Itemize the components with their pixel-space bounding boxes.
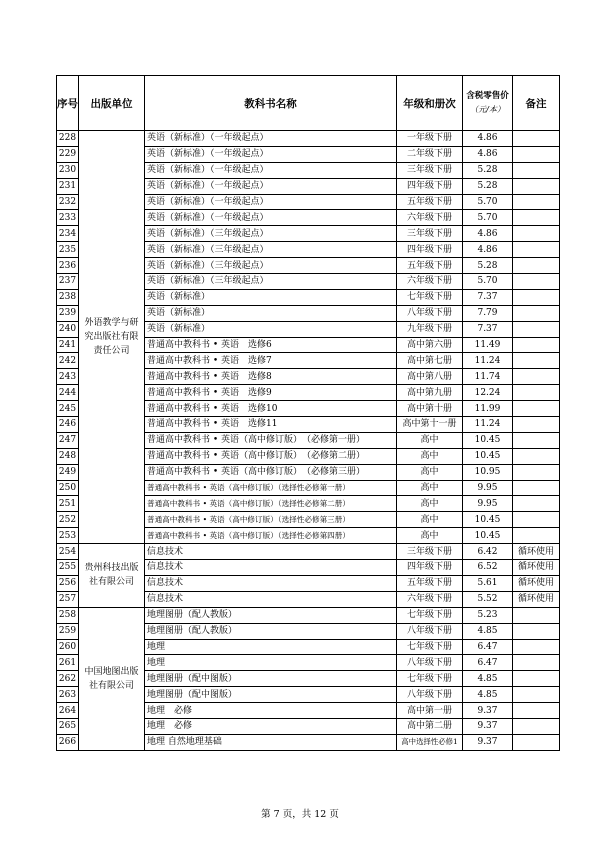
grade-volume: 高中	[397, 528, 463, 544]
grade-volume: 五年级下册	[397, 258, 463, 274]
row-number: 231	[57, 178, 79, 194]
book-name: 地理图册（配人教版）	[145, 607, 397, 623]
row-number: 228	[57, 131, 79, 147]
retail-price: 4.85	[463, 687, 513, 703]
note-cell	[513, 687, 560, 703]
header-no: 序号	[57, 76, 79, 131]
grade-volume: 高中	[397, 464, 463, 480]
note-cell	[513, 607, 560, 623]
note-cell	[513, 623, 560, 639]
header-price-label: 含税零售价	[466, 91, 509, 101]
grade-volume: 高中第十一册	[397, 417, 463, 433]
book-name: 普通高中教科书 • 英语 选修6	[145, 337, 397, 353]
book-name: 英语（新标准）（三年级起点）	[145, 242, 397, 258]
grade-volume: 高中	[397, 432, 463, 448]
book-name: 普通高中教科书 • 英语 选修10	[145, 401, 397, 417]
row-number: 229	[57, 146, 79, 162]
retail-price: 4.86	[463, 226, 513, 242]
row-number: 242	[57, 353, 79, 369]
retail-price: 9.37	[463, 718, 513, 734]
book-name: 普通高中教科书 • 英语 选修7	[145, 353, 397, 369]
retail-price: 10.45	[463, 528, 513, 544]
retail-price: 10.45	[463, 512, 513, 528]
row-number: 250	[57, 480, 79, 496]
row-number: 248	[57, 448, 79, 464]
book-name: 普通高中教科书 • 英语（高中修订版） （必修第一册）	[145, 432, 397, 448]
note-cell	[513, 242, 560, 258]
row-number: 252	[57, 512, 79, 528]
note-cell: 循环使用	[513, 544, 560, 560]
row-number: 258	[57, 607, 79, 623]
note-cell	[513, 369, 560, 385]
retail-price: 4.86	[463, 131, 513, 147]
row-number: 260	[57, 639, 79, 655]
book-name: 地理	[145, 639, 397, 655]
row-number: 263	[57, 687, 79, 703]
grade-volume: 高中第七册	[397, 353, 463, 369]
row-number: 245	[57, 401, 79, 417]
note-cell	[513, 194, 560, 210]
note-cell: 循环使用	[513, 560, 560, 576]
grade-volume: 三年级下册	[397, 226, 463, 242]
book-name: 普通高中教科书 • 英语 选修8	[145, 369, 397, 385]
book-name: 地理 必修	[145, 718, 397, 734]
book-name: 英语（新标准）（一年级起点）	[145, 210, 397, 226]
book-name: 地理 自然地理基础	[145, 734, 397, 750]
note-cell	[513, 480, 560, 496]
note-cell	[513, 718, 560, 734]
retail-price: 5.28	[463, 258, 513, 274]
retail-price: 4.86	[463, 146, 513, 162]
row-number: 253	[57, 528, 79, 544]
book-name: 普通高中教科书 • 英语 选修9	[145, 385, 397, 401]
row-number: 255	[57, 560, 79, 576]
book-name: 英语（新标准）	[145, 305, 397, 321]
grade-volume: 八年级下册	[397, 655, 463, 671]
grade-volume: 七年级下册	[397, 639, 463, 655]
book-name: 信息技术	[145, 560, 397, 576]
table-header-row	[57, 76, 560, 131]
book-name: 英语（新标准）（三年级起点）	[145, 226, 397, 242]
row-number: 261	[57, 655, 79, 671]
grade-volume: 高中选择性必修1	[397, 734, 463, 750]
book-name: 地理图册（配中图版）	[145, 687, 397, 703]
grade-volume: 八年级下册	[397, 623, 463, 639]
row-number: 256	[57, 575, 79, 591]
retail-price: 5.52	[463, 591, 513, 607]
textbook-price-table	[56, 75, 560, 751]
note-cell	[513, 734, 560, 750]
retail-price: 5.70	[463, 210, 513, 226]
retail-price: 5.70	[463, 194, 513, 210]
grade-volume: 二年级下册	[397, 146, 463, 162]
note-cell	[513, 305, 560, 321]
row-number: 244	[57, 385, 79, 401]
note-cell	[513, 178, 560, 194]
retail-price: 10.45	[463, 448, 513, 464]
retail-price: 11.24	[463, 353, 513, 369]
book-name: 英语（新标准）（一年级起点）	[145, 162, 397, 178]
book-name: 普通高中教科书 • 英语（高中修订版）（选择性必修第三册）	[145, 512, 397, 528]
retail-price: 11.74	[463, 369, 513, 385]
retail-price: 10.45	[463, 432, 513, 448]
retail-price: 11.49	[463, 337, 513, 353]
retail-price: 6.52	[463, 560, 513, 576]
grade-volume: 八年级下册	[397, 687, 463, 703]
retail-price: 4.85	[463, 623, 513, 639]
row-number: 249	[57, 464, 79, 480]
grade-volume: 三年级下册	[397, 544, 463, 560]
note-cell	[513, 703, 560, 719]
table-row	[57, 131, 560, 147]
book-name: 英语（新标准）（一年级起点）	[145, 194, 397, 210]
header-grade: 年级和册次	[397, 76, 463, 131]
note-cell: 循环使用	[513, 575, 560, 591]
retail-price: 7.37	[463, 289, 513, 305]
note-cell	[513, 528, 560, 544]
grade-volume: 八年级下册	[397, 305, 463, 321]
note-cell	[513, 639, 560, 655]
note-cell	[513, 210, 560, 226]
grade-volume: 六年级下册	[397, 210, 463, 226]
note-cell	[513, 385, 560, 401]
book-name: 普通高中教科书 • 英语（高中修订版）（选择性必修第四册）	[145, 528, 397, 544]
retail-price: 9.95	[463, 496, 513, 512]
note-cell	[513, 353, 560, 369]
book-name: 普通高中教科书 • 英语（高中修订版）（选择性必修第二册）	[145, 496, 397, 512]
grade-volume: 高中第八册	[397, 369, 463, 385]
row-number: 237	[57, 274, 79, 290]
grade-volume: 三年级下册	[397, 162, 463, 178]
grade-volume: 四年级下册	[397, 560, 463, 576]
row-number: 264	[57, 703, 79, 719]
grade-volume: 四年级下册	[397, 242, 463, 258]
note-cell	[513, 289, 560, 305]
row-number: 254	[57, 544, 79, 560]
book-name: 信息技术	[145, 591, 397, 607]
note-cell	[513, 512, 560, 528]
grade-volume: 一年级下册	[397, 131, 463, 147]
grade-volume: 五年级下册	[397, 575, 463, 591]
retail-price: 5.61	[463, 575, 513, 591]
note-cell	[513, 162, 560, 178]
note-cell	[513, 401, 560, 417]
row-number: 257	[57, 591, 79, 607]
row-number: 246	[57, 417, 79, 433]
grade-volume: 七年级下册	[397, 289, 463, 305]
retail-price: 5.28	[463, 162, 513, 178]
grade-volume: 高中第六册	[397, 337, 463, 353]
retail-price: 6.47	[463, 639, 513, 655]
row-number: 240	[57, 321, 79, 337]
row-number: 262	[57, 671, 79, 687]
retail-price: 5.28	[463, 178, 513, 194]
table-row	[57, 544, 560, 560]
book-name: 英语（新标准）	[145, 321, 397, 337]
retail-price: 4.86	[463, 242, 513, 258]
grade-volume: 四年级下册	[397, 178, 463, 194]
row-number: 247	[57, 432, 79, 448]
note-cell	[513, 655, 560, 671]
row-number: 235	[57, 242, 79, 258]
grade-volume: 高中	[397, 480, 463, 496]
note-cell	[513, 464, 560, 480]
grade-volume: 高中	[397, 512, 463, 528]
note-cell	[513, 146, 560, 162]
header-price-unit: （元/本）	[470, 105, 505, 114]
table-row	[57, 607, 560, 623]
retail-price: 7.37	[463, 321, 513, 337]
book-name: 地理 必修	[145, 703, 397, 719]
row-number: 234	[57, 226, 79, 242]
book-name: 英语（新标准）（三年级起点）	[145, 258, 397, 274]
note-cell	[513, 417, 560, 433]
header-publisher: 出版单位	[79, 76, 145, 131]
row-number: 266	[57, 734, 79, 750]
retail-price: 9.37	[463, 734, 513, 750]
publisher-cell: 贵州科技出版社有限公司	[79, 544, 145, 608]
retail-price: 4.85	[463, 671, 513, 687]
book-name: 普通高中教科书 • 英语（高中修订版） （必修第二册）	[145, 448, 397, 464]
book-name: 普通高中教科书 • 英语（高中修订版）（选择性必修第一册）	[145, 480, 397, 496]
table-body	[57, 131, 560, 751]
grade-volume: 七年级下册	[397, 607, 463, 623]
note-cell	[513, 432, 560, 448]
grade-volume: 九年级下册	[397, 321, 463, 337]
note-cell	[513, 671, 560, 687]
retail-price: 11.24	[463, 417, 513, 433]
header-book-name: 教科书名称	[145, 76, 397, 131]
note-cell: 循环使用	[513, 591, 560, 607]
book-name: 英语（新标准）	[145, 289, 397, 305]
grade-volume: 高中	[397, 496, 463, 512]
grade-volume: 高中第九册	[397, 385, 463, 401]
book-name: 普通高中教科书 • 英语 选修11	[145, 417, 397, 433]
grade-volume: 高中第二册	[397, 718, 463, 734]
publisher-cell: 外语教学与研究出版社有限责任公司	[79, 131, 145, 544]
row-number: 243	[57, 369, 79, 385]
retail-price: 5.23	[463, 607, 513, 623]
header-note: 备注	[513, 76, 560, 131]
grade-volume: 高中第十册	[397, 401, 463, 417]
retail-price: 11.99	[463, 401, 513, 417]
retail-price: 6.42	[463, 544, 513, 560]
retail-price: 6.47	[463, 655, 513, 671]
note-cell	[513, 131, 560, 147]
retail-price: 7.79	[463, 305, 513, 321]
book-name: 英语（新标准）（一年级起点）	[145, 146, 397, 162]
book-name: 地理图册（配中图版）	[145, 671, 397, 687]
grade-volume: 六年级下册	[397, 274, 463, 290]
book-name: 普通高中教科书 • 英语（高中修订版） （必修第三册）	[145, 464, 397, 480]
book-name: 英语（新标准）（三年级起点）	[145, 274, 397, 290]
retail-price: 12.24	[463, 385, 513, 401]
book-name: 英语（新标准）（一年级起点）	[145, 178, 397, 194]
retail-price: 10.95	[463, 464, 513, 480]
row-number: 236	[57, 258, 79, 274]
note-cell	[513, 321, 560, 337]
retail-price: 9.37	[463, 703, 513, 719]
note-cell	[513, 448, 560, 464]
grade-volume: 高中第一册	[397, 703, 463, 719]
publisher-cell: 中国地图出版社有限公司	[79, 607, 145, 750]
row-number: 241	[57, 337, 79, 353]
book-name: 信息技术	[145, 544, 397, 560]
grade-volume: 七年级下册	[397, 671, 463, 687]
row-number: 265	[57, 718, 79, 734]
page-footer: 第 7 页，共 12 页	[261, 809, 339, 820]
retail-price: 5.70	[463, 274, 513, 290]
note-cell	[513, 337, 560, 353]
note-cell	[513, 496, 560, 512]
book-name: 信息技术	[145, 575, 397, 591]
header-price	[463, 76, 513, 131]
row-number: 238	[57, 289, 79, 305]
grade-volume: 高中	[397, 448, 463, 464]
row-number: 232	[57, 194, 79, 210]
note-cell	[513, 226, 560, 242]
row-number: 251	[57, 496, 79, 512]
row-number: 259	[57, 623, 79, 639]
row-number: 239	[57, 305, 79, 321]
grade-volume: 五年级下册	[397, 194, 463, 210]
book-name: 英语（新标准）（一年级起点）	[145, 131, 397, 147]
row-number: 230	[57, 162, 79, 178]
note-cell	[513, 274, 560, 290]
grade-volume: 六年级下册	[397, 591, 463, 607]
book-name: 地理图册（配人教版）	[145, 623, 397, 639]
retail-price: 9.95	[463, 480, 513, 496]
row-number: 233	[57, 210, 79, 226]
book-name: 地理	[145, 655, 397, 671]
note-cell	[513, 258, 560, 274]
